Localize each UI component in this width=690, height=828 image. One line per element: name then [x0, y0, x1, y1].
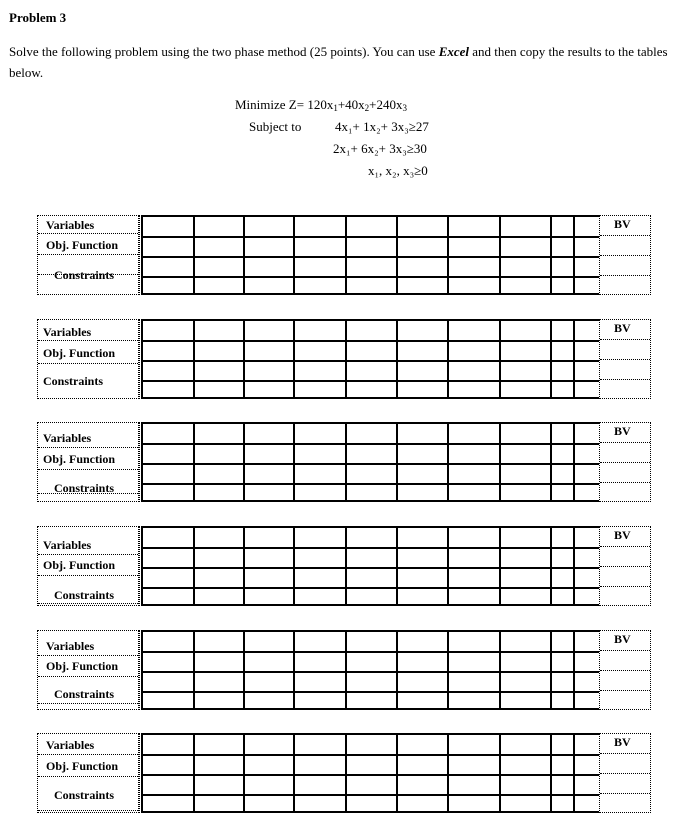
tableau-grid [141, 630, 575, 710]
problem-title: Problem 3 [9, 10, 67, 25]
bv-label: BV [614, 217, 631, 231]
subject-to-label: Subject to [249, 119, 302, 134]
bv-label: BV [614, 632, 631, 646]
constraint-2: 2x₁+ 6x₂+ 3x₃≥30 [333, 141, 427, 156]
tableau-4 [37, 526, 651, 606]
objective-function: Minimize $Z= 120x_1+40x_2+240x_3$ [235, 97, 408, 113]
constraints-label: Constraints [54, 588, 115, 602]
row-labels [37, 319, 139, 399]
obj-function-label: Obj. Function [46, 759, 119, 773]
row-labels [37, 733, 139, 813]
constraints-label: Constraints [43, 374, 104, 388]
tableau-6 [37, 733, 651, 813]
tableau-1 [37, 215, 651, 295]
variables-label: Variables [43, 431, 92, 445]
variables-label: Variables [46, 218, 95, 232]
bv-label: BV [614, 735, 631, 749]
bv-column [599, 733, 651, 813]
row-labels [37, 630, 139, 710]
constraints-label: Constraints [54, 268, 115, 282]
tableau-grid [141, 422, 575, 502]
constraint-1: 4x₁+ 1x₂+ 3x₃≥27 [335, 119, 429, 134]
constraints-label: Constraints [54, 687, 115, 701]
constraints-label: Constraints [54, 788, 115, 802]
obj-function-label: Obj. Function [46, 659, 119, 673]
variables-label: Variables [43, 325, 92, 339]
variables-label: Variables [46, 738, 95, 752]
bv-label: BV [614, 528, 631, 542]
bv-column [599, 215, 651, 295]
row-labels [37, 422, 139, 502]
tableau-grid [141, 215, 575, 295]
tableau-grid [141, 319, 575, 399]
bv-label: BV [614, 424, 631, 438]
nonnegativity-constraint: x₁, x₂, x₃≥0 [368, 163, 428, 178]
tableau-3 [37, 422, 651, 502]
bv-column [599, 526, 651, 606]
bv-column [599, 422, 651, 502]
variables-label: Variables [46, 639, 95, 653]
tableau-2 [37, 319, 651, 399]
row-labels [37, 215, 139, 295]
variables-label: Variables [43, 538, 92, 552]
constraints-label: Constraints [54, 481, 115, 495]
bv-column [599, 319, 651, 399]
bv-column [599, 630, 651, 710]
obj-function-label: Obj. Function [46, 238, 119, 252]
tableau-grid [141, 733, 575, 813]
instructions: Solve the following problem using the two phase method (25 points). You can use Excel and then copy the results to the tables below. [9, 44, 668, 80]
row-labels [37, 526, 139, 606]
obj-function-label: Obj. Function [43, 558, 116, 572]
tableau-grid [141, 526, 575, 606]
tableau-5 [37, 630, 651, 710]
obj-function-label: Obj. Function [43, 452, 116, 466]
obj-function-label: Obj. Function [43, 346, 116, 360]
bv-label: BV [614, 321, 631, 335]
excel-emphasis: Excel [438, 44, 470, 59]
